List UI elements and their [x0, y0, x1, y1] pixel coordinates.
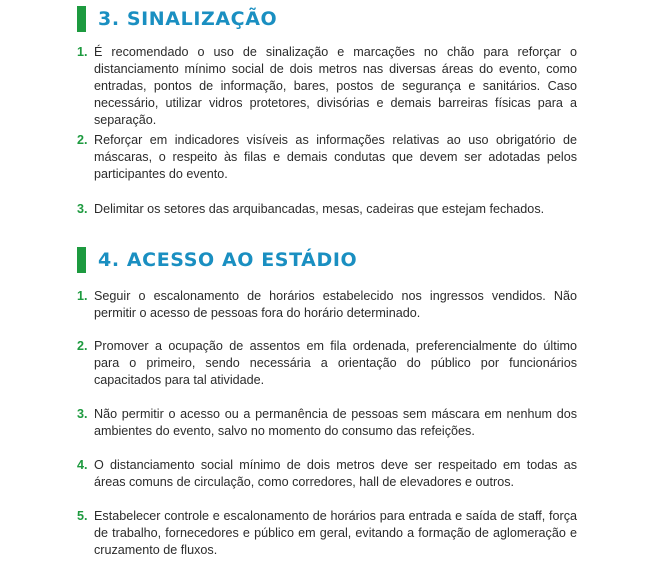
- item-number: 2.: [77, 133, 88, 147]
- list-item: [77, 288, 577, 322]
- item-number: 4.: [77, 458, 88, 472]
- item-text: Seguir o escalonamento de horários estabelecido nos ingressos vendidos. Não permitir o acesso de pessoas fora do horário determinado.: [94, 289, 577, 320]
- list-item: [77, 132, 577, 183]
- item-text: Delimitar os setores das arquibancadas, mesas, cadeiras que estejam fechados.: [94, 202, 545, 216]
- list-item: [77, 338, 577, 389]
- item-text: Não permitir o acesso ou a permanência de pessoas sem máscara em nenhum dos ambientes do evento, salvo no momento do consumo das refeições.: [94, 407, 577, 438]
- heading-accent-bar: [77, 6, 86, 32]
- item-text: Promover a ocupação de assentos em fila ordenada, preferencialmente do último para o primeiro, sendo necessária a orientação do público por funcionários capacitados para tal atividade.: [94, 339, 577, 387]
- heading-accent-bar: [77, 247, 86, 273]
- section-heading-acesso-ao-estadio: [77, 247, 357, 273]
- item-number: 3.: [77, 202, 88, 216]
- list-item: [77, 406, 577, 440]
- list-item: [77, 457, 577, 491]
- section-heading-sinalizacao: [77, 6, 277, 32]
- item-number: 1.: [77, 289, 88, 303]
- list-item: [77, 44, 577, 129]
- item-text: Estabelecer controle e escalonamento de horários para entrada e saída de staff, força de trabalho, fornecedores e público em geral, evitando a formação de aglomeração e cruzamento de fluxos.: [94, 509, 577, 557]
- item-text: É recomendado o uso de sinalização e marcações no chão para reforçar o distanciamento mínimo social de dois metros nas diversas áreas do evento, como entradas, pontos de informação, bares, postos de segurança e sanitários. Caso necessário, utilizar vidros protetores, divisórias e demais barreiras físicas para a separação.: [94, 45, 577, 127]
- item-number: 5.: [77, 509, 88, 523]
- item-number: 2.: [77, 339, 88, 353]
- item-text: Reforçar em indicadores visíveis as informações relativas ao uso obrigatório de máscaras, o respeito às filas e demais condutas que devem ser adotadas pelos participantes do evento.: [94, 133, 577, 181]
- item-text: O distanciamento social mínimo de dois metros deve ser respeitado em todas as áreas comuns de circulação, como corredores, hall de elevadores e outros.: [94, 458, 577, 489]
- section-title: 4. ACESSO AO ESTÁDIO: [98, 249, 358, 271]
- item-number: 1.: [77, 45, 88, 59]
- item-number: 3.: [77, 407, 88, 421]
- section-title: 3. SINALIZAÇÃO: [98, 8, 278, 30]
- list-item: [77, 508, 577, 559]
- list-item: [77, 201, 577, 218]
